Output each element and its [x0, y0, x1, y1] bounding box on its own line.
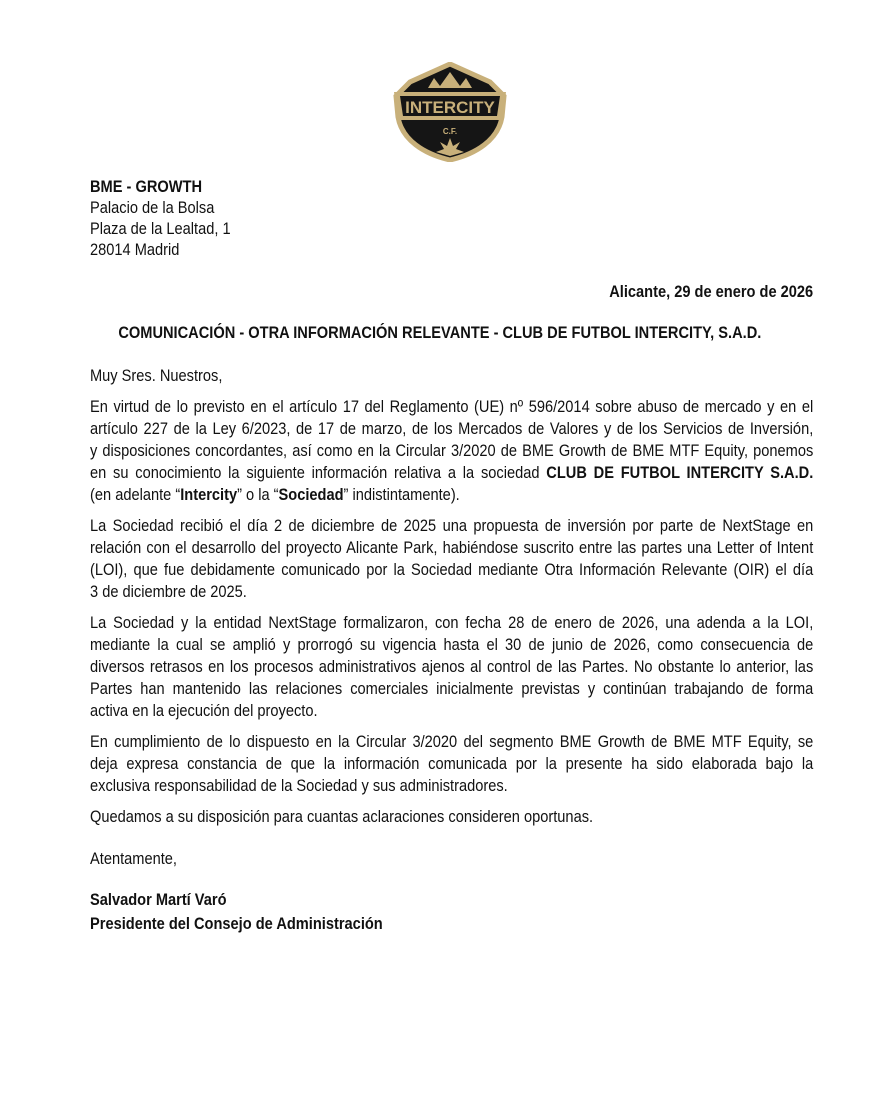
signatory-position: Presidente del Consejo de Administración: [90, 914, 383, 933]
letter-title: COMUNICACIÓN - OTRA INFORMACIÓN RELEVANTE - CLUB DE FUTBOL INTERCITY, S.A.D.: [117, 323, 761, 342]
recipient-address-line: Plaza de la Lealtad, 1: [90, 219, 231, 238]
salutation: Muy Sres. Nuestros,: [90, 366, 223, 385]
paragraph-text: ” indistintamente).: [343, 485, 460, 504]
paragraph-text: ” o la “: [237, 485, 279, 504]
paragraph-line: diversos retrasos en los procesos administrativos ajenos al control de las Partes. No obstante lo anterior, las: [90, 657, 814, 676]
defined-term-sociedad: Sociedad: [278, 485, 344, 504]
defined-term-intercity: Intercity: [180, 485, 238, 504]
paragraph-line: exclusiva responsabilidad de la Sociedad y sus administradores.: [90, 776, 508, 795]
paragraph-text: (en adelante “: [90, 485, 181, 504]
paragraph-line: 3 de diciembre de 2025.: [90, 582, 247, 601]
paragraph-line: (LOI), que fue debidamente comunicado por la Sociedad mediante Otra Información Relevante (OIR) el día: [90, 560, 814, 579]
paragraph-line: deja expresa constancia de que la información comunicada por la presente ha sido elaborada bajo la: [90, 754, 814, 773]
paragraph-text: en su conocimiento la siguiente información relativa a la sociedad: [90, 463, 547, 482]
sign-off: Atentamente,: [90, 849, 177, 868]
recipient-name: BME - GROWTH: [90, 177, 203, 196]
svg-text:INTERCITY: INTERCITY: [405, 98, 495, 117]
paragraph-line: activa en la ejecución del proyecto.: [90, 701, 318, 720]
intercity-crest-logo: [390, 62, 510, 162]
paragraph-line: La Sociedad y la entidad NextStage formalizaron, con fecha 28 de enero de 2026, una adenda a la LOI,: [90, 613, 814, 632]
recipient-address-line: Palacio de la Bolsa: [90, 198, 215, 217]
paragraph-line: En virtud de lo previsto en el artículo 17 del Reglamento (UE) nº 596/2014 sobre abuso de mercado y en el: [90, 397, 814, 416]
letter-title-wrap: [0, 323, 879, 343]
paragraph-line: Partes han mantenido las relaciones comerciales inicialmente previstas y continúan trabajando de forma: [90, 679, 814, 698]
letter-date: Alicante, 29 de enero de 2026: [609, 282, 813, 301]
paragraph-line: En cumplimiento de lo dispuesto en la Circular 3/2020 del segmento BME Growth de BME MTF Equity, se: [90, 732, 814, 751]
closing-line: Quedamos a su disposición para cuantas aclaraciones consideren oportunas.: [90, 807, 594, 826]
paragraph-line: La Sociedad recibió el día 2 de diciembre de 2025 una propuesta de inversión por parte de NextStage en: [90, 516, 814, 535]
paragraph-line: [90, 463, 813, 483]
company-name-bold: CLUB DE FUTBOL INTERCITY S.A.D.: [546, 463, 814, 482]
paragraph-line: artículo 227 de la Ley 6/2023, de 17 de marzo, de los Mercados de Valores y de los Servicios de Inversión,: [90, 419, 814, 438]
paragraph-line: mediante la cual se amplió y prorrogó su vigencia hasta el 30 de junio de 2026, como consecuencia de: [90, 635, 814, 654]
signatory-name: Salvador Martí Varó: [90, 890, 227, 909]
paragraph-line: y disposiciones concordantes, así como en la Circular 3/2020 de BME Growth de BME MTF Equity, ponemos: [90, 441, 814, 460]
svg-text:C.F.: C.F.: [442, 127, 458, 136]
recipient-address-line: 28014 Madrid: [90, 240, 180, 259]
paragraph-line: relación con el desarrollo del proyecto Alicante Park, habiéndose suscrito entre las partes una Letter of Intent: [90, 538, 814, 557]
paragraph-line: [90, 485, 813, 505]
